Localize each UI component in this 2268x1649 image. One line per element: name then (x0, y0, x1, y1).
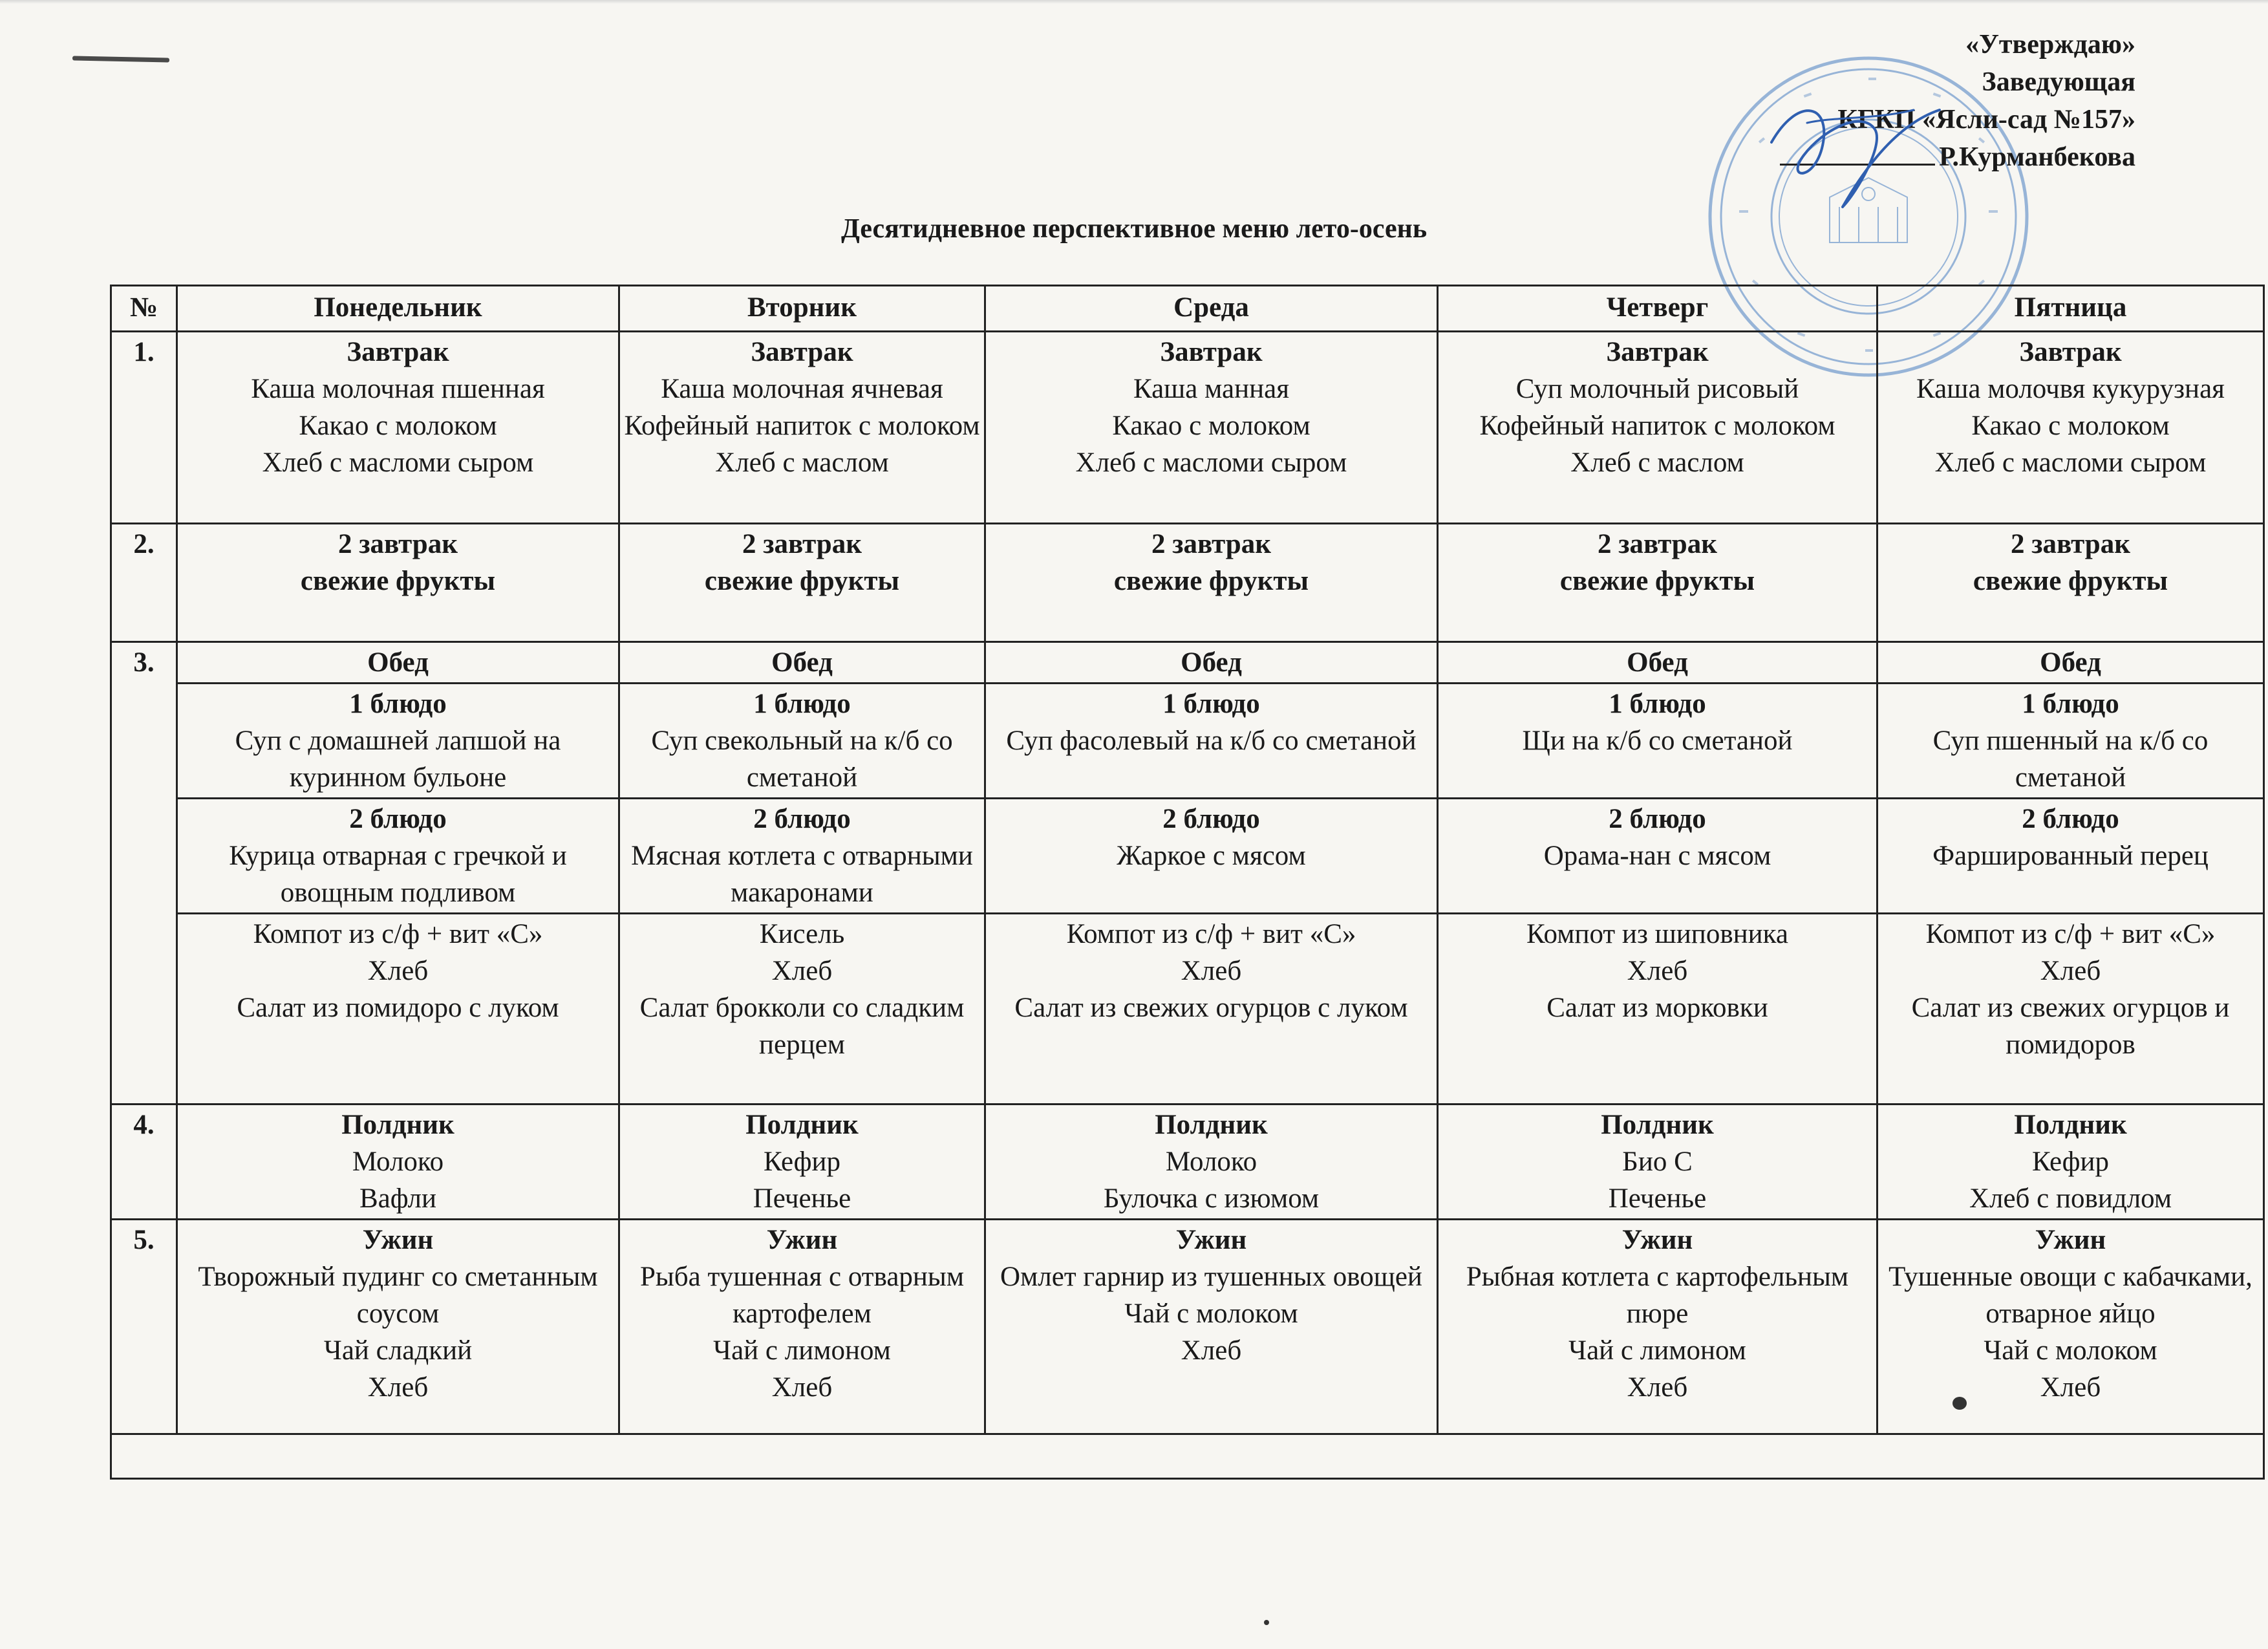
table-row-lunch-extras (111, 914, 2264, 1105)
menu-item: Вафли (359, 1183, 437, 1214)
approval-organization: КГКП «Ясли-сад №157» (1837, 105, 2135, 135)
menu-item: Хлеб (1181, 956, 1242, 986)
menu-item: Хлеб с масломи сыром (1934, 447, 2207, 478)
menu-cell-tuesday (619, 1220, 985, 1434)
menu-item: Кисель (759, 919, 845, 949)
menu-cell-monday (177, 642, 619, 684)
header-tuesday: Вторник (619, 286, 985, 332)
meal-title: Завтрак (1160, 337, 1263, 367)
menu-item: Каша молочная ячневая (661, 374, 943, 404)
row-number: 5. (111, 1220, 177, 1434)
menu-item: Кефир (2031, 1147, 2110, 1177)
header-friday: Пятница (1878, 286, 2264, 332)
menu-item: Творожный пудинг со сметанным соусом (198, 1262, 598, 1329)
course-title: 2 блюдо (349, 804, 447, 834)
menu-item: Салат из свежих огурцов и помидоров (1911, 993, 2230, 1060)
menu-item: Каша манная (1133, 374, 1290, 404)
menu-item: Курица отварная с гречкой и овощным подливом (229, 841, 567, 908)
menu-cell-wednesday (985, 684, 1438, 799)
meal-title: Ужин (362, 1225, 434, 1255)
meal-title: Обед (2040, 647, 2101, 678)
menu-cell-wednesday (985, 1105, 1438, 1220)
menu-item: Хлеб (367, 956, 429, 986)
menu-cell-thursday (1438, 914, 1878, 1105)
meal-title: Полдник (2014, 1110, 2127, 1140)
table-row-second-breakfast (111, 524, 2264, 642)
menu-cell-thursday (1438, 799, 1878, 914)
menu-item: Салат из морковки (1546, 993, 1768, 1023)
menu-item: Хлеб (771, 956, 833, 986)
course-title: 1 блюдо (1162, 689, 1260, 719)
menu-cell-friday (1878, 914, 2264, 1105)
meal-title: Завтрак (1606, 337, 1709, 367)
menu-item: Компот из с/ф + вит «С» (1066, 919, 1356, 949)
menu-item: Омлет гарнир из тушенных овощей (1000, 1262, 1422, 1292)
menu-cell-thursday (1438, 332, 1878, 524)
menu-cell-friday (1878, 684, 2264, 799)
menu-item: свежие фрукты (704, 566, 900, 596)
menu-item: Фаршированный перец (1932, 841, 2209, 871)
menu-cell-monday (177, 1220, 619, 1434)
menu-cell-thursday (1438, 524, 1878, 642)
menu-cell-wednesday (985, 799, 1438, 914)
menu-cell-monday (177, 1105, 619, 1220)
menu-item: Чай с лимоном (713, 1335, 891, 1366)
table-row-breakfast (111, 332, 2264, 524)
menu-cell-wednesday (985, 914, 1438, 1105)
header-monday: Понедельник (177, 286, 619, 332)
header-number: № (111, 286, 177, 332)
meal-title: Завтрак (751, 337, 853, 367)
menu-cell-wednesday (985, 1220, 1438, 1434)
page-title: Десятидневное перспективное меню лето-осень (840, 214, 1428, 244)
scan-edge (0, 0, 2268, 4)
menu-cell-wednesday (985, 332, 1438, 524)
menu-cell-wednesday (985, 524, 1438, 642)
row-number: 2. (111, 524, 177, 642)
header-thursday: Четверг (1438, 286, 1878, 332)
menu-item: Жаркое с мясом (1117, 841, 1306, 871)
menu-item: Булочка с изюмом (1103, 1183, 1320, 1214)
meal-title: 2 завтрак (742, 529, 862, 559)
menu-item: Рыбная котлета с картофельным пюре (1466, 1262, 1849, 1329)
table-header-row (111, 286, 2264, 332)
menu-item: Рыба тушенная с отварным картофелем (639, 1262, 965, 1329)
meal-title: Ужин (766, 1225, 838, 1255)
meal-title: 2 завтрак (1151, 529, 1272, 559)
course-title: 2 блюдо (2022, 804, 2119, 834)
menu-item: Мясная котлета с отварными макаронами (631, 841, 973, 908)
scan-mark (72, 56, 169, 62)
menu-cell-thursday (1438, 684, 1878, 799)
meal-title: 2 завтрак (1597, 529, 1718, 559)
menu-item: Компот из шиповника (1526, 919, 1788, 949)
menu-cell-wednesday (985, 642, 1438, 684)
menu-item: Печенье (753, 1183, 851, 1214)
menu-cell-thursday (1438, 1105, 1878, 1220)
menu-item: Орама-нан с мясом (1543, 841, 1771, 871)
meal-title: Ужин (1621, 1225, 1693, 1255)
menu-item: Суп пшенный на к/б со сметаной (1932, 726, 2209, 793)
table-row-dinner (111, 1220, 2264, 1434)
meal-title: Завтрак (347, 337, 449, 367)
signature (1746, 84, 1959, 213)
menu-item: Хлеб (1181, 1335, 1242, 1366)
menu-cell-tuesday (619, 332, 985, 524)
course-title: 1 блюдо (349, 689, 447, 719)
menu-item: Кофейный напиток с молоком (1479, 411, 1835, 441)
menu-item: Хлеб с повидлом (1969, 1183, 2172, 1214)
menu-item: Хлеб с маслом (715, 447, 889, 478)
menu-item: Какао с молоком (1971, 411, 2170, 441)
meal-title: Полдник (1601, 1110, 1714, 1140)
meal-title: Полдник (1155, 1110, 1268, 1140)
menu-cell-friday (1878, 332, 2264, 524)
approval-position: Заведующая (1982, 67, 2135, 97)
menu-item: свежие фрукты (1559, 566, 1755, 596)
scan-speck (1264, 1620, 1269, 1625)
table-row-lunch-heading (111, 642, 2264, 684)
menu-item: Хлеб с маслом (1570, 447, 1744, 478)
menu-item: Чай с молоком (1984, 1335, 2157, 1366)
meal-title: 2 завтрак (337, 529, 458, 559)
menu-cell-monday (177, 914, 619, 1105)
course-title: 2 блюдо (1609, 804, 1706, 834)
menu-item: Салат брокколи со сладким перцем (639, 993, 965, 1060)
menu-item: Суп с домашней лапшой на куринном бульоне (235, 726, 561, 793)
table-row-blank (111, 1434, 2264, 1479)
menu-item: свежие фрукты (300, 566, 496, 596)
table-row-lunch-second-course (111, 799, 2264, 914)
meal-title: Полдник (745, 1110, 859, 1140)
row-number: 3. (111, 642, 177, 1105)
menu-item: Молоко (352, 1147, 444, 1177)
menu-item: Салат из свежих огурцов с луком (1014, 993, 1408, 1023)
menu-item: Суп свекольный на к/б со сметаной (651, 726, 953, 793)
menu-cell-monday (177, 799, 619, 914)
menu-cell-friday (1878, 1220, 2264, 1434)
menu-item: свежие фрукты (1973, 566, 2168, 596)
menu-item: Каша молочная пшенная (251, 374, 545, 404)
meal-title: Обед (771, 647, 833, 678)
course-title: 1 блюдо (753, 689, 851, 719)
menu-table (110, 285, 2265, 1480)
menu-item: Хлеб (1627, 956, 1688, 986)
menu-cell-monday (177, 684, 619, 799)
menu-cell-friday (1878, 1105, 2264, 1220)
menu-item: Кофейный напиток с молоком (624, 411, 980, 441)
menu-cell-friday (1878, 799, 2264, 914)
menu-item: Био С (1622, 1147, 1693, 1177)
row-number: 4. (111, 1105, 177, 1220)
meal-title: Ужин (1175, 1225, 1247, 1255)
menu-item: Чай сладкий (323, 1335, 473, 1366)
menu-cell-friday (1878, 642, 2264, 684)
course-title: 1 блюдо (1609, 689, 1706, 719)
menu-item: Компот из с/ф + вит «С» (1925, 919, 2216, 949)
meal-title: Обед (367, 647, 429, 678)
menu-cell-tuesday (619, 914, 985, 1105)
meal-title: 2 завтрак (2010, 529, 2131, 559)
menu-cell-thursday (1438, 642, 1878, 684)
menu-cell-monday (177, 332, 619, 524)
meal-title: Полдник (341, 1110, 455, 1140)
menu-item: Хлеб с масломи сыром (262, 447, 534, 478)
menu-item: Какао с молоком (299, 411, 497, 441)
menu-cell-tuesday (619, 524, 985, 642)
menu-cell-tuesday (619, 1105, 985, 1220)
menu-item: Кефир (763, 1147, 841, 1177)
menu-cell-tuesday (619, 642, 985, 684)
table-row-afternoon-snack (111, 1105, 2264, 1220)
meal-title: Завтрак (2019, 337, 2122, 367)
meal-title: Обед (1181, 647, 1242, 678)
menu-cell-friday (1878, 524, 2264, 642)
header-wednesday: Среда (985, 286, 1438, 332)
menu-item: Щи на к/б со сметаной (1522, 726, 1793, 756)
approval-title: «Утверждаю» (1965, 30, 2135, 59)
row-number: 1. (111, 332, 177, 524)
menu-item: Тушенные овощи с кабачками, отварное яйцо (1888, 1262, 2252, 1329)
menu-item: Компот из с/ф + вит «С» (253, 919, 543, 949)
menu-item: Хлеб (367, 1372, 429, 1403)
blank-cell (111, 1434, 2264, 1479)
menu-item: Суп фасолевый на к/б со сметаной (1006, 726, 1417, 756)
menu-cell-monday (177, 524, 619, 642)
menu-cell-tuesday (619, 684, 985, 799)
menu-item: Хлеб (2040, 956, 2101, 986)
menu-item: Хлеб с масломи сыром (1075, 447, 1347, 478)
menu-item: Молоко (1165, 1147, 1257, 1177)
course-title: 2 блюдо (753, 804, 851, 834)
course-title: 2 блюдо (1162, 804, 1260, 834)
menu-cell-thursday (1438, 1220, 1878, 1434)
menu-item: Суп молочный рисовый (1515, 374, 1799, 404)
menu-item: Каша молочвя кукурузная (1916, 374, 2225, 404)
approval-signatory-name: Р.Курманбекова (1939, 142, 2135, 172)
menu-item: Хлеб (2040, 1372, 2101, 1403)
menu-cell-tuesday (619, 799, 985, 914)
table-row-lunch-first-course (111, 684, 2264, 799)
menu-item: Печенье (1608, 1183, 1707, 1214)
meal-title: Обед (1627, 647, 1688, 678)
menu-item: Чай с лимоном (1568, 1335, 1746, 1366)
menu-item: Хлеб (1627, 1372, 1688, 1403)
course-title: 1 блюдо (2022, 689, 2119, 719)
meal-title: Ужин (2035, 1225, 2106, 1255)
menu-item: Чай с молоком (1124, 1299, 1298, 1329)
menu-item: Какао с молоком (1112, 411, 1311, 441)
menu-item: Салат из помидоро с луком (237, 993, 559, 1023)
menu-item: Хлеб (771, 1372, 833, 1403)
menu-item: свежие фрукты (1113, 566, 1309, 596)
